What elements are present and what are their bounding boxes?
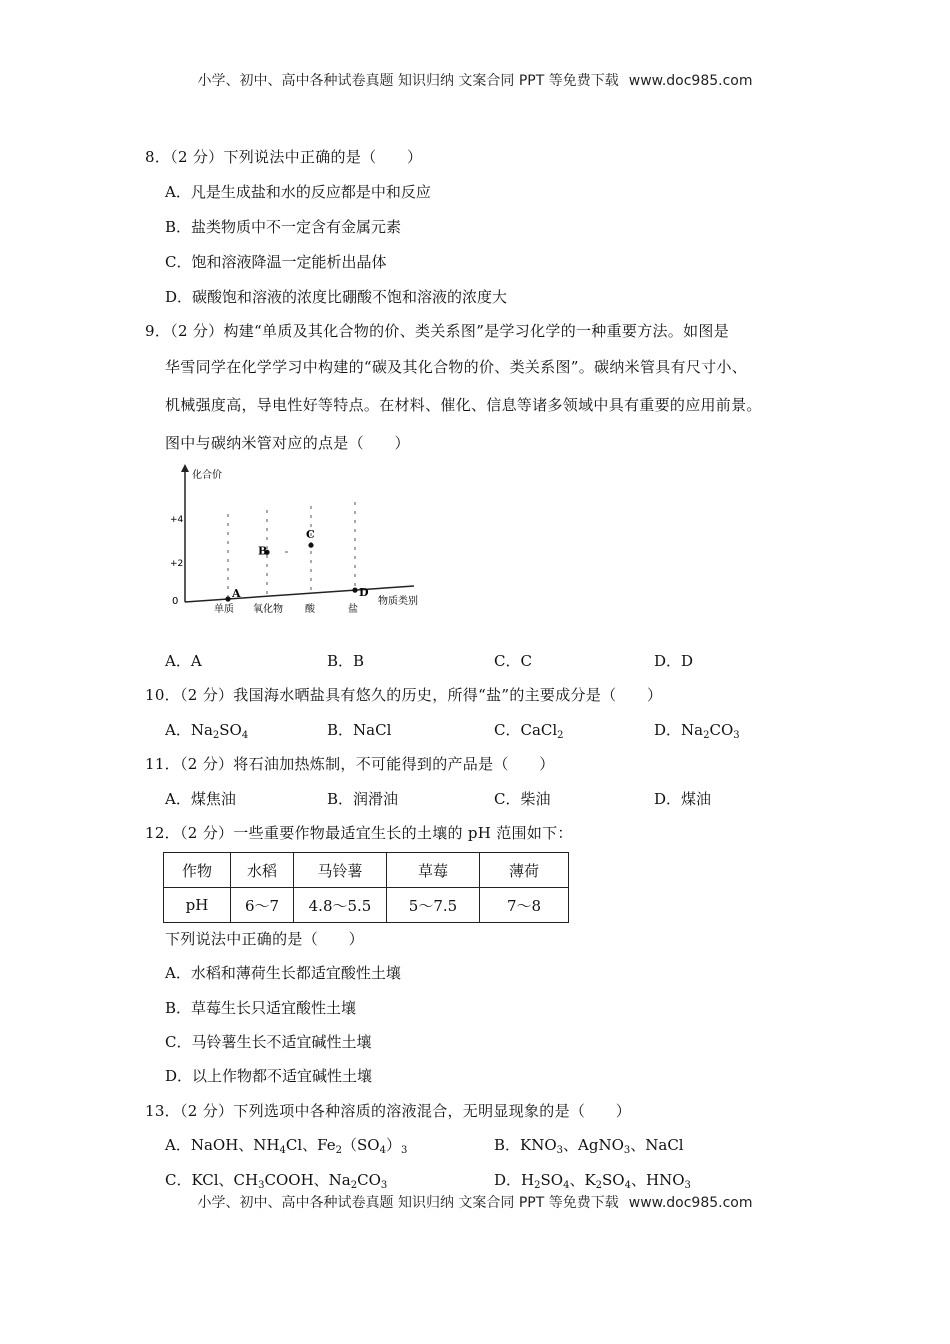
q8-option-a: A．凡是生成盐和水的反应都是中和反应 [165,183,431,201]
q11-option-c: C．柴油 [494,790,551,808]
q13-option-d: D．$H_2SO_4$、$K_2SO_4$、$HNO_3$ [494,1171,691,1191]
q12-option-d: D．以上作物都不适宜碱性土壤 [165,1067,373,1085]
q9-line-2: 华雪同学在化学学习中构建的“碳及其化合物的价、类关系图”。碳纳米管具有尺寸小、 [165,358,748,376]
q9-option-c: C．C [494,652,532,670]
table-header-cell: 水稻 [231,853,294,888]
q9-option-d: D．D [654,652,694,670]
category-label: 盐 [348,604,358,615]
table-cell: 4.8～5.5 [294,888,387,923]
chart-categories [214,602,358,615]
category-label: 氧化物 [253,604,283,615]
ph-table [163,852,569,923]
page-header [0,70,950,90]
footer-text: 小学、初中、高中各种试卷真题 知识归纳 文案合同 PPT 等免费下载 [197,1195,619,1211]
table-header-cell: 草莓 [387,853,480,888]
data-point-label: A [232,586,241,600]
table-row [164,888,569,923]
table-header-cell: 马铃薯 [294,853,387,888]
q10-stem: 10．（2 分）我国海水晒盐具有悠久的历史，所得“盐”的主要成分是（ ） [145,686,663,704]
data-point-label: B [258,544,268,558]
q9-option-a: A．A [165,652,202,670]
q13-option-a: A．NaOH、$NH_4Cl$、$Fe_2(SO_4)_3$ [165,1136,408,1156]
q12-question: 下列说法中正确的是（ ） [165,930,364,948]
table-cell: pH [164,888,231,923]
y-tick-label: +2 [170,559,184,569]
q8-option-d: D．碳酸饱和溶液的浓度比硼酸不饱和溶液的浓度大 [165,288,508,306]
page-footer [0,1192,950,1212]
table-header-cell: 作物 [164,853,231,888]
q11-option-b: B．润滑油 [327,790,399,808]
data-point-label: C [306,528,315,542]
q13-option-c: C．KCl、$CH_3COOH$、$Na_2CO_3$ [165,1171,388,1191]
table-row [164,853,569,888]
category-label: 单质 [214,604,234,615]
table-header-cell: 薄荷 [480,853,569,888]
q8-option-b: B．盐类物质中不一定含有金属元素 [165,218,402,236]
y-axis-label: 化合价 [192,470,222,481]
q12-option-a: A．水稻和薄荷生长都适宜酸性土壤 [165,964,401,982]
header-text: 小学、初中、高中各种试卷真题 知识归纳 文案合同 PPT 等免费下载 [197,73,619,89]
table-cell: 7～8 [480,888,569,923]
q8-option-c: C．饱和溶液降温一定能析出晶体 [165,253,387,271]
q10-option-d: D．$Na_2CO_3$ [654,721,740,741]
q11-option-a: A．煤焦油 [165,790,236,808]
q11-option-d: D．煤油 [654,790,712,808]
q12-option-b: B．草莓生长只适宜酸性土壤 [165,999,357,1017]
data-point-d [352,588,357,593]
data-point-c [308,543,313,548]
q9-line-1: 9．（2 分）构建“单质及其化合物的价、类关系图”是学习化学的一种重要方法。如图是 [145,322,729,340]
y-axis-arrow [181,464,189,472]
q12-stem: 12．（2 分）一些重要作物最适宜生长的土壤的 pH 范围如下： [145,824,573,842]
valence-class-chart [168,462,418,642]
table-cell: 5～7.5 [387,888,480,923]
data-point-a [225,596,230,601]
q13-stem: 13．（2 分）下列选项中各种溶质的溶液混合，无明显现象的是（ ） [145,1102,632,1120]
q9-option-b: B．B [327,652,365,670]
q12-option-c: C．马铃薯生长不适宜碱性土壤 [165,1033,372,1051]
q10-option-b: B．NaCl [327,721,392,739]
y-tick-label: +4 [170,515,184,525]
category-label: 酸 [305,604,315,615]
q11-stem: 11．（2 分）将石油加热炼制，不可能得到的产品是（ ） [145,755,555,773]
q9-line-3: 机械强度高，导电性好等特点。在材料、催化、信息等诸多领域中具有重要的应用前景。 [165,396,762,414]
q8-stem: 8．（2 分）下列说法中正确的是（ ） [145,148,423,166]
footer-site: www.doc985.com [628,1195,753,1211]
header-site: www.doc985.com [628,73,753,89]
x-axis-label: 物质类别 [378,596,418,607]
q13-option-b: B．$KNO_3$、AgNO$_3$、NaCl [494,1136,684,1156]
table-cell: 6～7 [231,888,294,923]
q10-option-c: C．CaCl$_2$ [494,721,564,741]
data-point-label: D [359,586,369,600]
q10-option-a: A．$Na_2SO_4$ [165,721,249,741]
y-tick-label: 0 [172,596,179,607]
q9-line-4: 图中与碳纳米管对应的点是（ ） [165,434,410,452]
